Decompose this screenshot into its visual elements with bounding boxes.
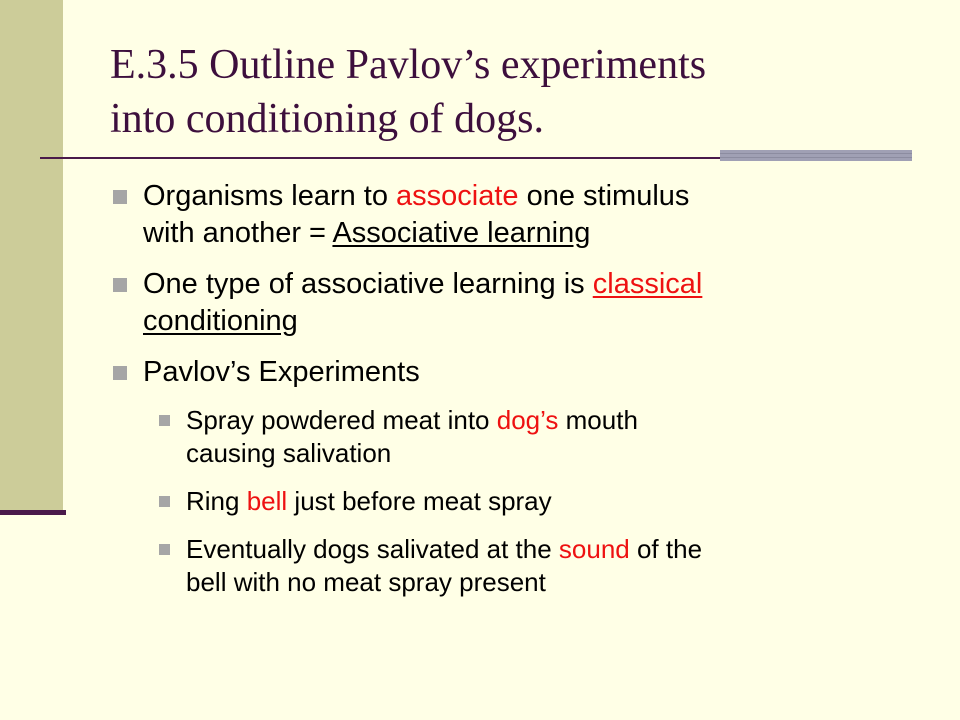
bullet-text-line bbox=[143, 354, 420, 391]
text-segment: with another = bbox=[143, 217, 333, 249]
bullet-text-line bbox=[186, 533, 702, 566]
text-segment: mouth bbox=[558, 405, 638, 435]
underlined-term: conditioning bbox=[143, 305, 298, 337]
bullet-text-line bbox=[186, 485, 552, 518]
bullet-text-line bbox=[186, 404, 638, 437]
text-segment: Pavlov’s Experiments bbox=[143, 356, 420, 388]
bullet-square-icon bbox=[159, 544, 170, 555]
underlined-term: Associative learning bbox=[332, 217, 591, 249]
highlighted-term: sound bbox=[558, 534, 630, 564]
bullet-square-icon bbox=[159, 496, 170, 507]
text-segment: Eventually dogs salivated at the bbox=[186, 534, 559, 564]
highlighted-term: associate bbox=[396, 180, 519, 212]
text-segment: bell with no meat spray present bbox=[186, 567, 546, 597]
slide-title-line-1: E.3.5 Outline Pavlov’s experiments bbox=[110, 42, 707, 88]
text-segment: one stimulus bbox=[518, 180, 690, 212]
text-segment: just before meat spray bbox=[287, 486, 552, 516]
text-segment: causing salivation bbox=[186, 438, 392, 468]
bullet-text-line bbox=[143, 266, 702, 303]
bullet-square-icon bbox=[113, 190, 127, 204]
bullet-text-line bbox=[143, 303, 298, 340]
text-segment: Ring bbox=[186, 486, 247, 516]
bullet-text-line bbox=[143, 215, 590, 252]
bullet-square-icon bbox=[159, 415, 170, 426]
text-segment: of the bbox=[629, 534, 703, 564]
highlighted-term: classical bbox=[592, 268, 703, 300]
highlighted-term: bell bbox=[246, 486, 288, 516]
bullet-text-line bbox=[186, 437, 391, 470]
highlighted-term: dog’s bbox=[496, 405, 559, 435]
text-segment: One type of associative learning is bbox=[143, 268, 593, 300]
slide-title-line-2: into conditioning of dogs. bbox=[110, 96, 544, 142]
bullet-text-line bbox=[143, 178, 689, 215]
text-segment: Spray powdered meat into bbox=[186, 405, 497, 435]
bullet-text-line bbox=[186, 566, 546, 599]
bullet-square-icon bbox=[113, 366, 127, 380]
bullet-square-icon bbox=[113, 278, 127, 292]
text-segment: Organisms learn to bbox=[143, 180, 397, 212]
